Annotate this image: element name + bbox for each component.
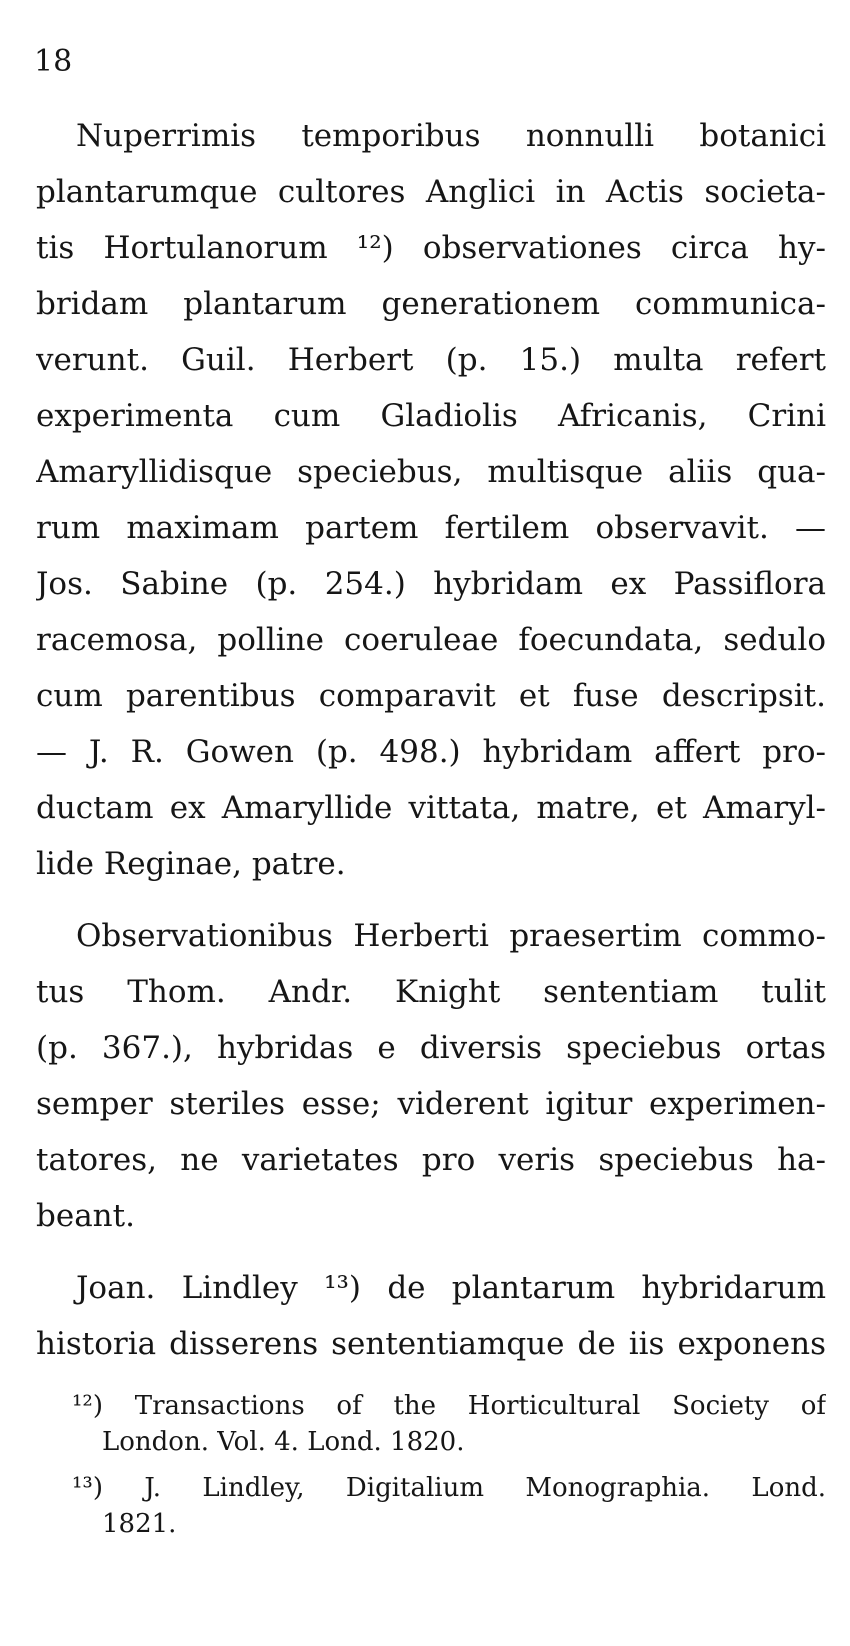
body-text [36, 108, 826, 1372]
text-line: plantarumque cultores Anglici in Actis societa- [36, 174, 826, 210]
text-line: bridam plantarum generationem communica- [36, 286, 826, 322]
text-line: rum maximam partem fertilem observavit. — [36, 510, 826, 546]
text-line: verunt. Guil. Herbert (p. 15.) multa refert [36, 342, 826, 378]
footnote-line [36, 1388, 826, 1424]
text-line: Observationibus Herberti praesertim commo- [76, 918, 826, 954]
footnote-text: Transactions of the Horticultural Society of [134, 1391, 826, 1421]
text-line: Nuperrimis temporibus nonnulli botanici [76, 118, 826, 154]
text-line: — J. R. Gowen (p. 498.) hybridam affert pro- [36, 734, 826, 770]
text-line: Joan. Lindley ¹³) de plantarum hybridarum [76, 1270, 826, 1306]
text-line: Jos. Sabine (p. 254.) hybridam ex Passiflora [36, 566, 826, 602]
paragraph-gap [36, 1244, 826, 1260]
paragraph-3 [36, 1260, 826, 1372]
text-line: (p. 367.), hybridas e diversis speciebus ortas [36, 1030, 826, 1066]
text-line: experimenta cum Gladiolis Africanis, Crini [36, 398, 826, 434]
footnotes [36, 1388, 826, 1552]
footnote-12 [36, 1388, 826, 1460]
footnote-line [36, 1470, 826, 1506]
text-line: beant. [36, 1198, 135, 1234]
footnote-line: London. Vol. 4. Lond. 1820. [102, 1427, 465, 1457]
paragraph-2 [36, 908, 826, 1244]
text-line: historia disserens sententiamque de iis exponens [36, 1326, 826, 1362]
text-line: lide Reginae, patre. [36, 846, 346, 882]
page-number: 18 [34, 44, 73, 79]
text-line: tatores, ne varietates pro veris speciebus ha- [36, 1142, 826, 1178]
footnote-text: J. Lindley, Digitalium Monographia. Lond. [144, 1473, 826, 1503]
text-line: tis Hortulanorum ¹²) observationes circa hy- [36, 230, 826, 266]
text-line: Amaryllidisque speciebus, multisque aliis qua- [36, 454, 826, 490]
paragraph-gap [36, 892, 826, 908]
footnote-marker: ¹³) [72, 1473, 103, 1503]
footnote-13 [36, 1470, 826, 1542]
footnote-line: 1821. [102, 1509, 177, 1539]
text-line: tus Thom. Andr. Knight sententiam tulit [36, 974, 826, 1010]
text-line: semper steriles esse; viderent igitur experimen- [36, 1086, 826, 1122]
text-line: ductam ex Amaryllide vittata, matre, et Amaryl- [36, 790, 826, 826]
text-line: racemosa, polline coeruleae foecundata, sedulo [36, 622, 826, 658]
text-line: cum parentibus comparavit et fuse descripsit. [36, 678, 826, 714]
footnote-marker: ¹²) [72, 1391, 103, 1421]
paragraph-1 [36, 108, 826, 892]
